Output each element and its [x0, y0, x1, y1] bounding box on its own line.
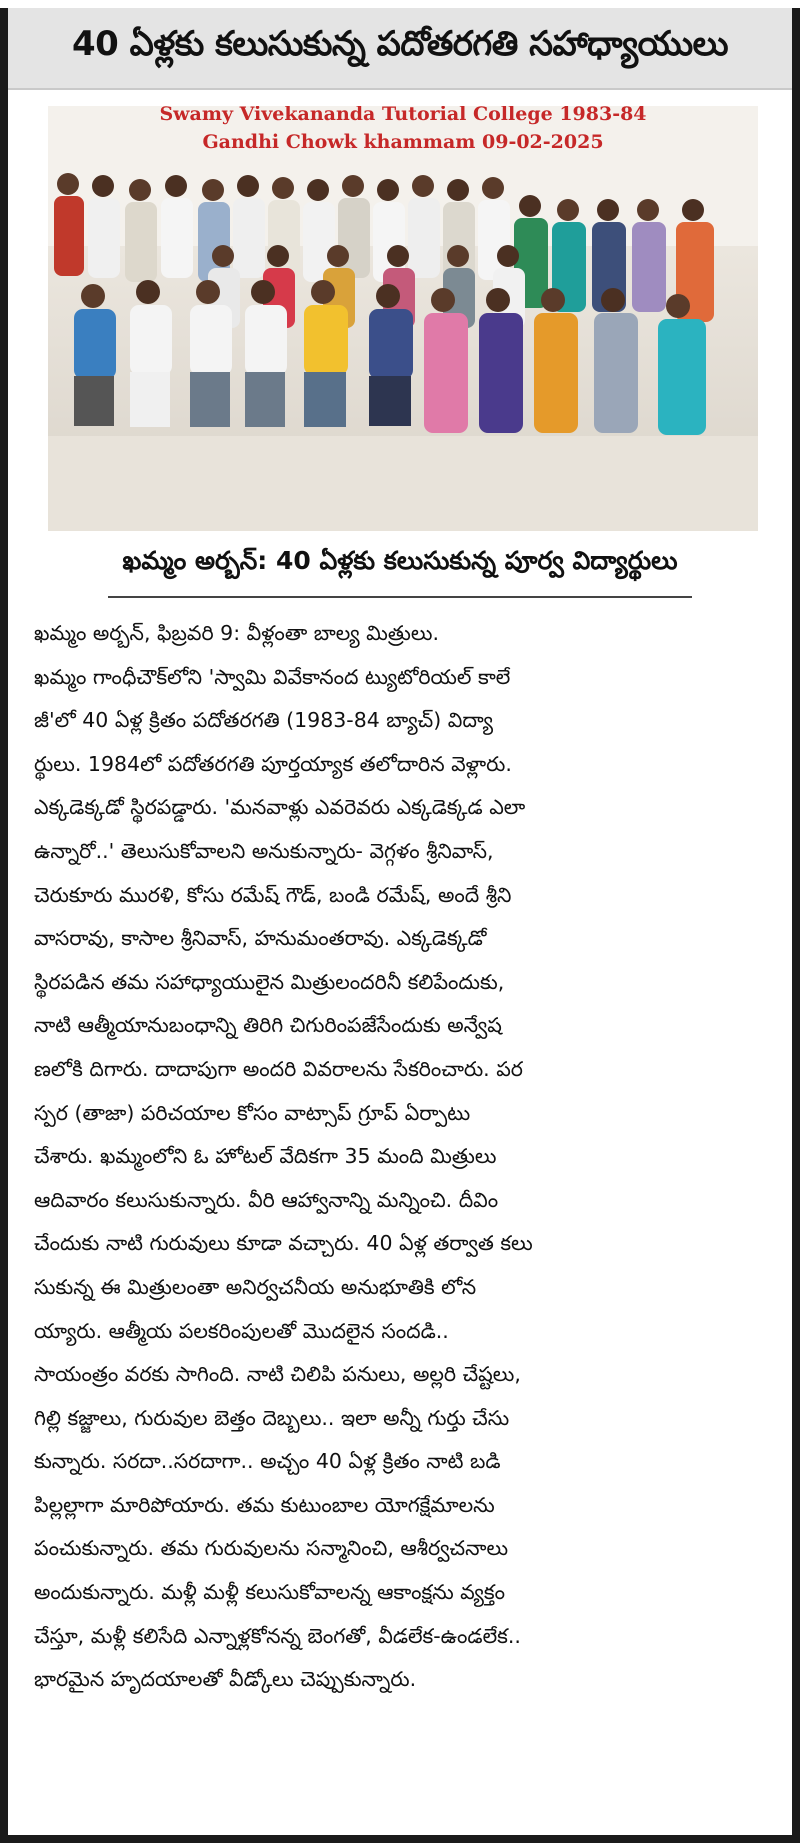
- article-body: [34, 612, 766, 1702]
- article-line: భారమైన హృదయాలతో వీడ్కోలు చెప్పుకున్నారు.: [34, 1667, 417, 1692]
- article-line: సుకున్న ఈ మిత్రులంతా అనిర్వచనీయ అనుభూతికి లోన: [34, 1274, 477, 1299]
- article-line: సాయంత్రం వరకు సాగింది. నాటి చిలిపి పనులు, అల్లరి చేష్టలు,: [34, 1362, 521, 1387]
- article-line: ర్థులు. 1984లో పదోతరగతి పూర్తయ్యాక తలోదారిన వెళ్లారు.: [34, 751, 512, 776]
- headline: 40 ఏళ్లకు కలుసుకున్న పదోతరగతి సహాధ్యాయులు: [72, 24, 728, 64]
- article-line: అందుకున్నారు. మళ్లీ మళ్లీ కలుసుకోవాలన్న ఆకాంక్షను వ్యక్తం: [34, 1580, 506, 1605]
- article-line: య్యారు. ఆత్మీయ పలకరింపులతో మొదలైన సందడి..: [34, 1318, 449, 1343]
- article-line: గిల్లి కజ్జాలు, గురువుల బెత్తం దెబ్బలు.. ఇలా అన్నీ గుర్తు చేసు: [34, 1405, 510, 1430]
- news-clipping: [8, 8, 792, 1835]
- article-line: పిల్లల్లాగా మారిపోయారు. తమ కుటుంబాల యోగక్షేమాలను: [34, 1492, 495, 1517]
- article-line: స్థిరపడిన తమ సహాధ్యాయులైన మిత్రులందరినీ కలిపేందుకు,: [34, 969, 505, 994]
- article-line: స్పర (తాజా) పరిచయాల కోసం వాట్సాప్ గ్రూప్ ఏర్పాటు: [34, 1100, 471, 1125]
- headline-band: [8, 8, 792, 90]
- article-line: ఆదివారం కలుసుకున్నారు. వీరి ఆహ్వానాన్ని మన్నించి. దీవిం: [34, 1187, 499, 1212]
- article-line: చేందుకు నాటి గురువులు కూడా వచ్చారు. 40 ఏళ్ల తర్వాత కలు: [34, 1231, 533, 1256]
- group-photo-illustration: [48, 106, 758, 531]
- article-line: ఉన్నారో..' తెలుసుకోవాలని అనుకున్నారు- వెగ్గళం శ్రీనివాస్,: [34, 838, 494, 863]
- banner-line1: Swamy Vivekananda Tutorial College 1983-84: [159, 106, 647, 125]
- article-line: ణలోకి దిగారు. దాదాపుగా అందరి వివరాలను సేకరించారు. పర: [34, 1056, 523, 1081]
- article-line: వాసరావు, కాసాల శ్రీనివాస్, హనుమంతరావు. ఎక్కడెక్కడో: [34, 926, 487, 951]
- article-line: కున్నారు. సరదా..సరదాగా.. అచ్చం 40 ఏళ్ల క్రితం నాటి బడి: [34, 1449, 501, 1474]
- article-line: ఖమ్మం అర్బన్, ఫిబ్రవరి 9: వీళ్లంతా బాల్య మిత్రులు.: [34, 621, 440, 645]
- article-line: నాటి ఆత్మీయానుబంధాన్ని తిరిగి చిగురింపజేసేందుకు అన్వేష: [34, 1013, 502, 1038]
- article-line: ఖమ్మం గాంధీచౌక్‌లోని 'స్వామి వివేకానంద ట్యుటోరియల్ కాలే: [34, 664, 511, 689]
- photo-caption: ఖమ్మం అర్బన్: 40 ఏళ్లకు కలుసుకున్న పూర్వ విద్యార్థులు: [122, 546, 678, 575]
- article-line: జీ'లో 40 ఏళ్ల క్రితం పదోతరగతి (1983-84 బ్యాచ్) విద్యా: [34, 708, 494, 733]
- top-rule: [0, 0, 800, 8]
- group-photo: [48, 106, 758, 531]
- article-line: పంచుకున్నారు. తమ గురువులను సన్మానించి, ఆశీర్వచనాలు: [34, 1536, 509, 1561]
- article-line: ఎక్కడెక్కడో స్థిరపడ్డారు. 'మనవాళ్లు ఎవరెవరు ఎక్కడెక్కడ ఎలా: [34, 795, 526, 820]
- article-line: చేశారు. ఖమ్మంలోని ఓ హోటల్ వేదికగా 35 మంది మిత్రులు: [34, 1144, 497, 1169]
- banner-line2: Gandhi Chowk khammam 09-02-2025: [202, 131, 604, 153]
- front-row: [74, 280, 706, 435]
- article-line: చేస్తూ, మళ్లీ కలిసేది ఎన్నాళ్లకోనన్న బెంగతో, వీడలేక-ఉండలేక..: [34, 1623, 521, 1648]
- caption-divider: [108, 596, 692, 598]
- article-line: చెరుకూరు మురళి, కోసు రమేష్ గౌడ్, బండి రమేష్, అందే శ్రీని: [34, 882, 512, 907]
- photo-floor: [48, 436, 758, 531]
